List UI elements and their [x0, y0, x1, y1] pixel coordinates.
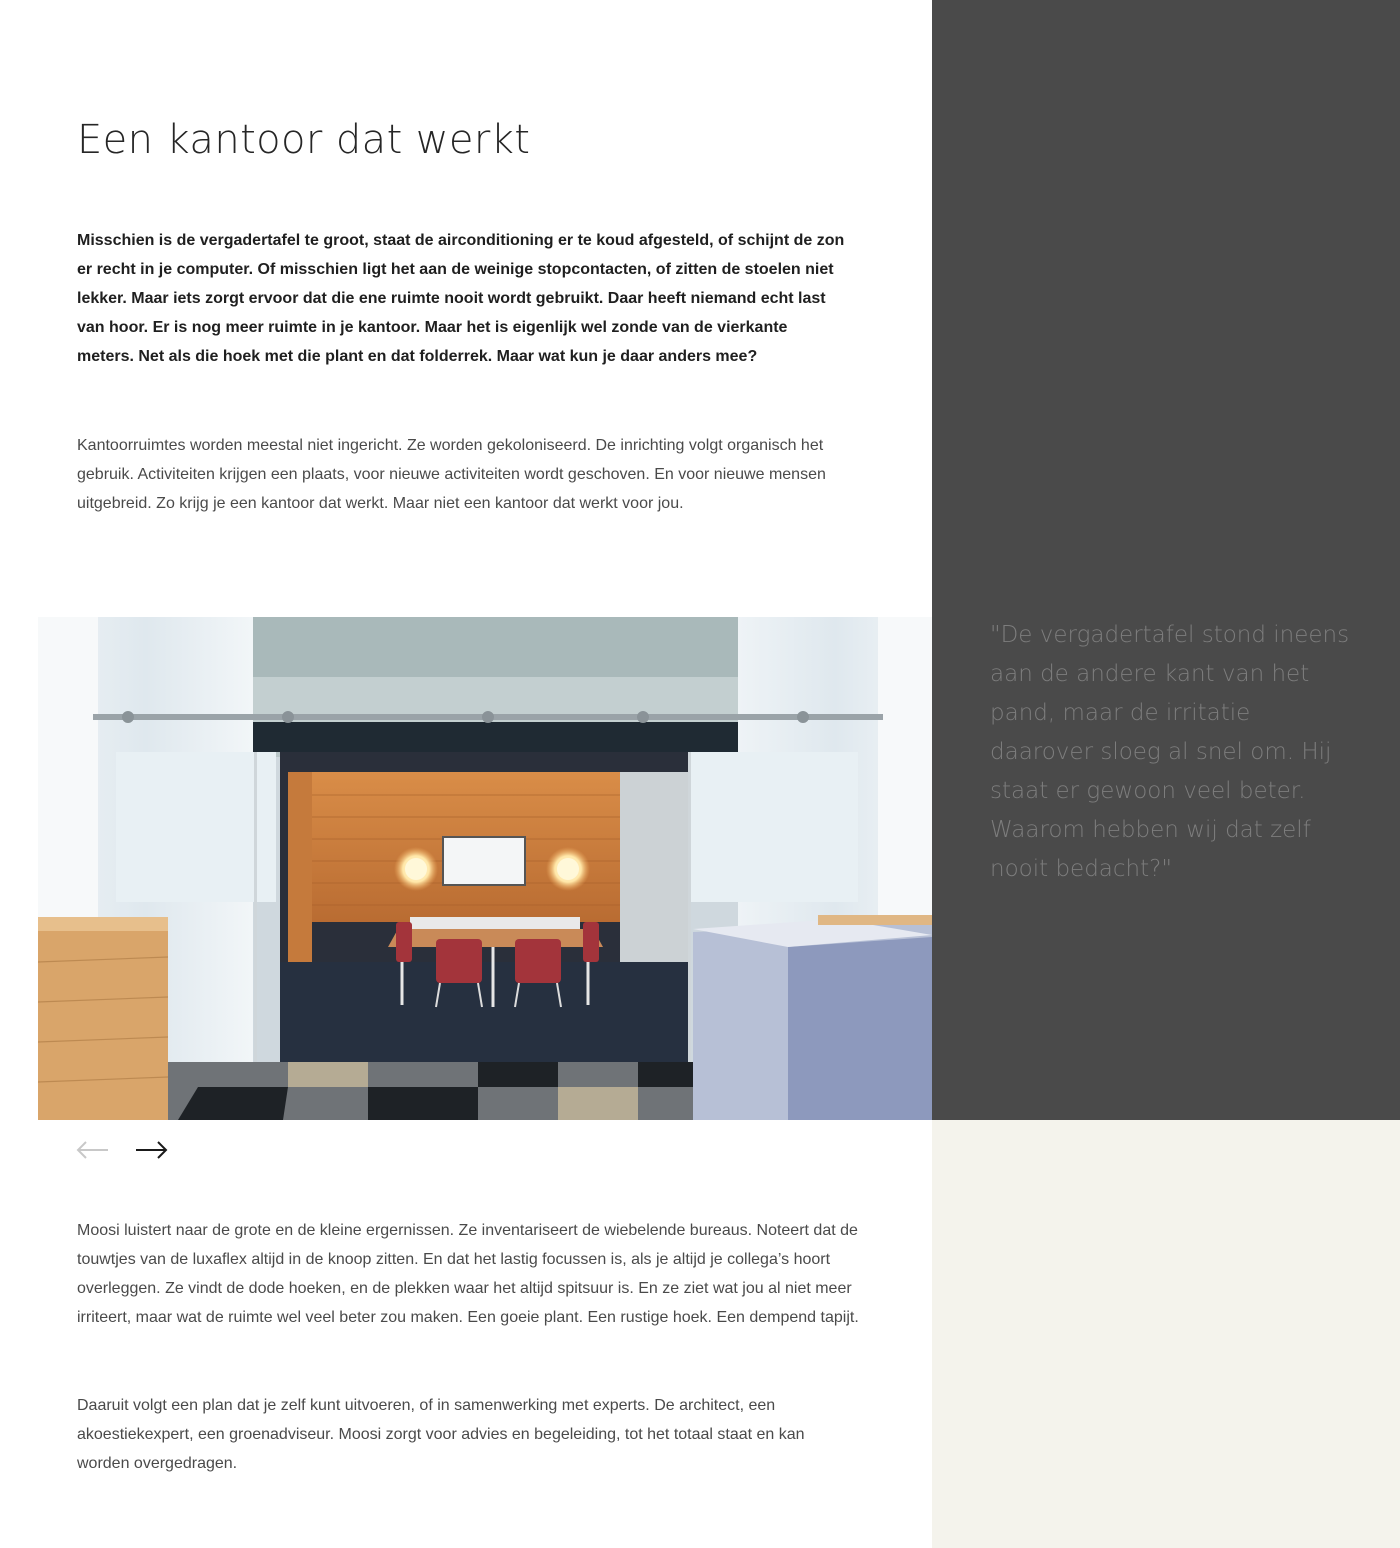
office-meeting-room-photo [38, 617, 932, 1120]
page-title: Een kantoor dat werkt [77, 117, 531, 163]
body-paragraph-3: Daaruit volgt een plan dat je zelf kunt uitvoeren, of in samenwerking met experts. De architect, een akoestiekexpert, een groenadviseur. Moosi zorgt voor advies en begeleiding, tot het totaal staat en kan worden overgedragen. [77, 1397, 805, 1472]
slider-prev-button[interactable] [75, 1136, 111, 1164]
arrow-right-icon [133, 1136, 169, 1164]
arrow-left-icon [75, 1136, 111, 1164]
cream-panel-background [932, 1120, 1400, 1548]
intro-paragraph: Misschien is de vergadertafel te groot, staat de airconditioning er te koud afgesteld, of schijnt de zon er recht in je computer. Of misschien ligt het aan de weinige stopcontacten, of zitten de stoelen niet lekker. Maar iets zorgt ervoor dat die ene ruimte nooit wordt gebruikt. Daar heeft niemand echt last van hoor. Er is nog meer ruimte in je kantoor. Maar het is eigenlijk wel zonde van de vierkante meters. Net als die hoek met die plant en dat folderrek. Maar wat kun je daar anders mee? [77, 232, 845, 365]
slider-next-button[interactable] [133, 1136, 169, 1164]
body-paragraph-1: Kantoorruimtes worden meestal niet ingericht. Ze worden gekoloniseerd. De inrichting volgt organisch het gebruik. Activiteiten krijgen een plaats, voor nieuwe activiteiten wordt geschoven. En voor nieuwe mensen uitgebreid. Zo krijg je een kantoor dat werkt. Maar niet een kantoor dat werkt voor jou. [77, 437, 826, 512]
quote-panel-background [932, 0, 1400, 1120]
body-paragraph-2: Moosi luistert naar de grote en de kleine ergernissen. Ze inventariseert de wiebelende bureaus. Noteert dat de touwtjes van de luxaflex altijd in de knoop zitten. En dat het lastig focussen is, als je altijd je collega’s hoort overleggen. Ze vindt de dode hoeken, en de plekken waar het altijd spitsuur is. En ze ziet wat jou al niet meer irriteert, maar wat de ruimte wel veel beter zou maken. Een goeie plant. Een rustige hoek. Een dempend tapijt. [77, 1222, 859, 1326]
testimonial-quote: "De vergadertafel stond ineens aan de andere kant van het pand, maar de irritatie daarover sloeg al snel om. Hij staat er gewoon veel beter. Waarom hebben wij dat zelf nooit bedacht?" [990, 622, 1350, 882]
